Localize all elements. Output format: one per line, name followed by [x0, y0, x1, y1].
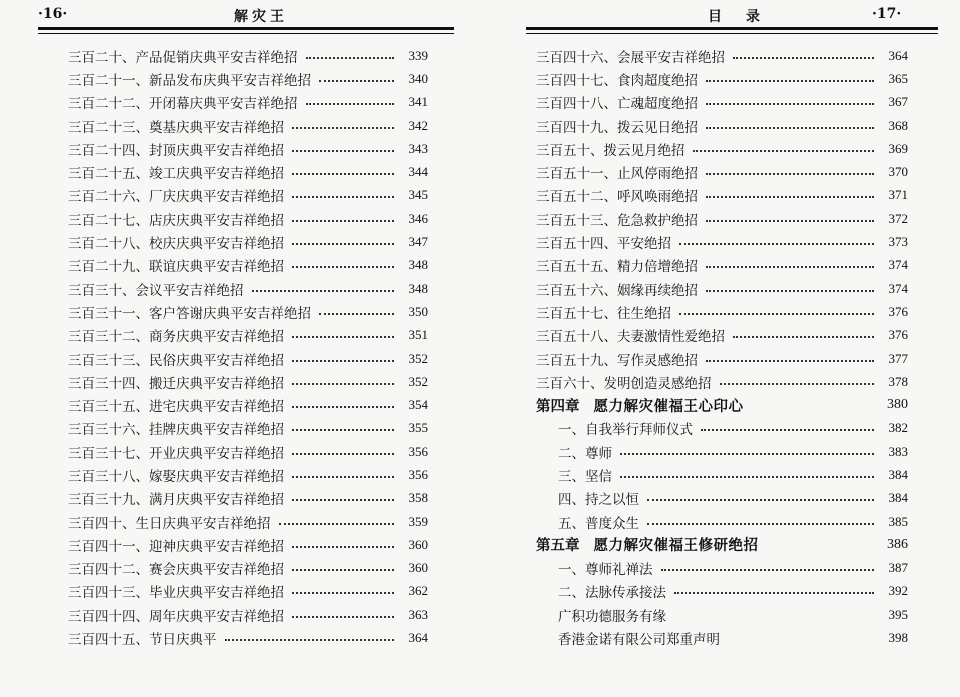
toc-entry	[536, 487, 908, 510]
entry-page-number: 346	[408, 210, 428, 226]
entry-title: 三百二十九、联谊庆典平安吉祥绝招	[68, 259, 284, 276]
entry-title: 二、尊师	[558, 445, 612, 462]
entry-title: 三、坚信	[558, 468, 612, 485]
chapter-number: 第四章	[536, 397, 580, 415]
dot-leader	[292, 453, 394, 455]
toc-entry	[68, 603, 428, 626]
entry-title: 三百五十九、写作灵感绝招	[536, 352, 698, 369]
entry-page-number: 351	[408, 327, 428, 343]
dot-leader	[292, 266, 394, 268]
running-title: 目录	[708, 9, 784, 25]
entry-title: 三百五十三、危急救护绝招	[536, 212, 698, 229]
entry-title: 三百五十五、精力倍增绝招	[536, 259, 698, 276]
dot-leader	[706, 360, 874, 362]
entry-title: 三百五十六、姻缘再续绝招	[536, 282, 698, 299]
dot-leader	[706, 80, 874, 82]
toc-entry	[68, 557, 428, 580]
toc-entry	[68, 393, 428, 416]
entry-page-number: 345	[408, 187, 428, 203]
entry-page-number: 369	[888, 140, 908, 156]
entry-page-number: 374	[888, 257, 908, 273]
entry-title: 五、普度众生	[558, 515, 639, 532]
entry-title: 三百五十四、平安绝招	[536, 236, 671, 253]
dot-leader	[706, 103, 874, 105]
header-rule-thin	[526, 33, 938, 34]
entry-title: 三百二十八、校庆庆典平安吉祥绝招	[68, 236, 284, 253]
entry-title: 三百五十二、呼风唤雨绝招	[536, 189, 698, 206]
dot-leader	[647, 523, 874, 525]
dot-leader	[706, 196, 874, 198]
entry-title: 三百五十八、夫妻激情性爱绝招	[536, 329, 725, 346]
toc-entry	[536, 44, 908, 67]
dot-leader	[292, 476, 394, 478]
dot-leader	[693, 150, 875, 152]
header-rule	[38, 27, 454, 30]
toc-entry	[68, 417, 428, 440]
dot-leader	[292, 173, 394, 175]
page-number: ·16·	[38, 6, 68, 22]
toc-entry	[68, 184, 428, 207]
dot-leader	[292, 406, 394, 408]
entry-page-number: 348	[408, 257, 428, 273]
dot-leader	[292, 383, 394, 385]
entry-title: 三百四十三、毕业庆典平安吉祥绝招	[68, 585, 284, 602]
toc-entry	[536, 626, 908, 649]
toc-chapter-entry	[536, 393, 908, 416]
entry-page-number: 356	[408, 466, 428, 482]
entry-title: 三百四十四、周年庆典平安吉祥绝招	[68, 608, 284, 625]
dot-leader	[306, 103, 395, 105]
right-page	[480, 0, 960, 697]
dot-leader	[674, 592, 874, 594]
dot-leader	[292, 150, 394, 152]
entry-title: 三百二十二、开闭幕庆典平安吉祥绝招	[68, 96, 298, 113]
entry-page-number: 371	[888, 187, 908, 203]
toc-entry	[68, 137, 428, 160]
entry-page-number: 347	[408, 234, 428, 250]
dot-leader	[292, 127, 394, 129]
toc-entry	[68, 44, 428, 67]
entry-title: 二、法脉传承接法	[558, 585, 666, 602]
entry-title: 三百二十七、店庆庆典平安吉祥绝招	[68, 212, 284, 229]
dot-leader	[292, 546, 394, 548]
entry-title: 三百四十七、食肉超度绝招	[536, 72, 698, 89]
dot-leader	[679, 313, 874, 315]
toc-entry	[536, 254, 908, 277]
entry-page-number: 384	[888, 466, 908, 482]
entry-title: 三百三十五、进宅庆典平安吉祥绝招	[68, 399, 284, 416]
entry-page-number: 364	[888, 47, 908, 63]
dot-leader	[292, 616, 394, 618]
entry-page-number: 372	[888, 210, 908, 226]
entry-page-number: 363	[408, 606, 428, 622]
entry-title: 一、自我举行拜师仪式	[558, 422, 693, 439]
entry-title: 三百二十四、封顶庆典平安吉祥绝招	[68, 142, 284, 159]
entry-title: 三百三十、会议平安吉祥绝招	[68, 282, 244, 299]
dot-leader	[733, 336, 874, 338]
entry-title: 三百三十六、挂牌庆典平安吉祥绝招	[68, 422, 284, 439]
entry-title: 三百二十六、厂庆庆典平安吉祥绝招	[68, 189, 284, 206]
entry-title: 广积功德服务有缘	[558, 608, 666, 625]
entry-title: 四、持之以恒	[558, 492, 639, 509]
toc-entry	[68, 324, 428, 347]
entry-page-number: 373	[888, 234, 908, 250]
entry-title: 三百二十一、新品发布庆典平安吉祥绝招	[68, 72, 311, 89]
entry-title: 三百三十四、搬迁庆典平安吉祥绝招	[68, 375, 284, 392]
dot-leader	[292, 499, 394, 501]
entry-title: 三百五十七、往生绝招	[536, 305, 671, 322]
toc-entry	[536, 557, 908, 580]
entry-page-number: 339	[408, 47, 428, 63]
entry-title: 愿力解灾催福王心印心	[593, 397, 744, 415]
toc-entry	[536, 417, 908, 440]
entry-title: 三百五十、拨云见月绝招	[536, 142, 685, 159]
entry-title: 香港金诺有限公司郑重声明	[558, 632, 720, 649]
toc-entry	[536, 463, 908, 486]
toc-entry	[536, 324, 908, 347]
entry-page-number: 360	[408, 536, 428, 552]
entry-title: 三百四十八、亡魂超度绝招	[536, 96, 698, 113]
entry-page-number: 383	[888, 443, 908, 459]
toc-entry	[536, 160, 908, 183]
dot-leader	[706, 127, 874, 129]
entry-page-number: 340	[408, 70, 428, 86]
entry-title: 三百四十一、迎神庆典平安吉祥绝招	[68, 538, 284, 555]
entry-title: 三百三十七、开业庆典平安吉祥绝招	[68, 445, 284, 462]
entry-page-number: 377	[888, 350, 908, 366]
entry-page-number: 356	[408, 443, 428, 459]
dot-leader	[706, 173, 874, 175]
entry-page-number: 376	[888, 303, 908, 319]
entry-title: 三百三十三、民俗庆典平安吉祥绝招	[68, 352, 284, 369]
entry-page-number: 343	[408, 140, 428, 156]
dot-leader	[292, 220, 394, 222]
entry-page-number: 376	[888, 327, 908, 343]
entry-page-number: 398	[888, 630, 908, 646]
dot-leader	[292, 569, 394, 571]
entry-page-number: 386	[887, 536, 908, 552]
entry-title: 三百四十九、拨云见日绝招	[536, 119, 698, 136]
dot-leader	[292, 360, 394, 362]
toc-entry	[536, 347, 908, 370]
toc-entry	[68, 254, 428, 277]
toc-entry	[68, 626, 428, 649]
header-rule-thin	[38, 33, 454, 34]
entry-page-number: 378	[888, 373, 908, 389]
toc-entry	[536, 300, 908, 323]
toc-entry	[68, 463, 428, 486]
toc-entry	[68, 67, 428, 90]
page-number: ·17·	[872, 6, 902, 22]
entry-page-number: 385	[888, 513, 908, 529]
entry-page-number: 362	[408, 583, 428, 599]
dot-leader	[292, 243, 394, 245]
toc-entry	[536, 67, 908, 90]
entry-page-number: 374	[888, 280, 908, 296]
toc-entry	[68, 440, 428, 463]
dot-leader	[720, 383, 875, 385]
toc-entry	[68, 347, 428, 370]
entry-title: 愿力解灾催福王修研绝招	[593, 537, 759, 555]
toc-entry	[536, 277, 908, 300]
entry-page-number: 358	[408, 490, 428, 506]
toc-entry	[68, 487, 428, 510]
dot-leader	[701, 429, 874, 431]
toc-entry	[68, 510, 428, 533]
entry-page-number: 348	[408, 280, 428, 296]
entry-page-number: 364	[408, 630, 428, 646]
entry-title: 三百三十二、商务庆典平安吉祥绝招	[68, 329, 284, 346]
dot-leader	[679, 243, 874, 245]
entry-title: 三百二十三、奠基庆典平安吉祥绝招	[68, 119, 284, 136]
dot-leader	[252, 290, 395, 292]
entry-page-number: 365	[888, 70, 908, 86]
entry-page-number: 395	[888, 606, 908, 622]
entry-title: 三百四十六、会展平安吉祥绝招	[536, 49, 725, 66]
dot-leader	[306, 57, 395, 59]
entry-page-number: 360	[408, 560, 428, 576]
entry-page-number: 344	[408, 164, 428, 180]
entry-title: 三百五十一、止风停雨绝招	[536, 166, 698, 183]
entry-page-number: 370	[888, 164, 908, 180]
toc-entry	[536, 207, 908, 230]
header-rule	[526, 27, 938, 30]
running-title: 解灾王	[234, 9, 288, 25]
entry-page-number: 382	[888, 420, 908, 436]
entry-page-number: 359	[408, 513, 428, 529]
entry-page-number: 350	[408, 303, 428, 319]
toc-entry	[536, 184, 908, 207]
entry-title: 三百三十九、满月庆典平安吉祥绝招	[68, 492, 284, 509]
entry-title: 三百二十、产品促销庆典平安吉祥绝招	[68, 49, 298, 66]
dot-leader	[706, 266, 874, 268]
toc-chapter-entry	[536, 533, 908, 556]
dot-leader	[706, 220, 874, 222]
toc-entry	[536, 91, 908, 114]
entry-title: 三百二十五、竣工庆典平安吉祥绝招	[68, 166, 284, 183]
toc-entry	[68, 230, 428, 253]
toc-entry	[536, 510, 908, 533]
entry-page-number: 341	[408, 94, 428, 110]
entry-title: 三百三十一、客户答谢庆典平安吉祥绝招	[68, 305, 311, 322]
toc-entry	[536, 114, 908, 137]
dot-leader	[706, 290, 874, 292]
entry-title: 三百四十、生日庆典平安吉祥绝招	[68, 515, 271, 532]
toc-entry	[68, 300, 428, 323]
entry-page-number: 352	[408, 373, 428, 389]
dot-leader	[292, 592, 394, 594]
dot-leader	[279, 523, 395, 525]
entry-page-number: 392	[888, 583, 908, 599]
entry-page-number: 384	[888, 490, 908, 506]
entry-title: 三百六十、发明创造灵感绝招	[536, 375, 712, 392]
dot-leader	[661, 569, 875, 571]
entry-page-number: 355	[408, 420, 428, 436]
dot-leader	[733, 57, 874, 59]
entry-page-number: 380	[887, 397, 908, 413]
toc-entry	[68, 370, 428, 393]
toc-entry	[68, 580, 428, 603]
toc-entry	[68, 207, 428, 230]
toc-entry	[68, 533, 428, 556]
dot-leader	[647, 499, 874, 501]
chapter-number: 第五章	[536, 537, 580, 555]
entry-page-number: 352	[408, 350, 428, 366]
entry-page-number: 367	[888, 94, 908, 110]
entry-title: 一、尊师礼禅法	[558, 562, 653, 579]
toc-entry	[536, 603, 908, 626]
toc-entry	[68, 277, 428, 300]
dot-leader	[319, 313, 394, 315]
dot-leader	[292, 336, 394, 338]
dot-leader	[225, 639, 395, 641]
dot-leader	[292, 429, 394, 431]
entry-page-number: 368	[888, 117, 908, 133]
toc-entry	[536, 137, 908, 160]
entry-title: 三百三十八、嫁娶庆典平安吉祥绝招	[68, 468, 284, 485]
entry-page-number: 387	[888, 560, 908, 576]
toc-entry	[536, 230, 908, 253]
entry-page-number: 342	[408, 117, 428, 133]
dot-leader	[620, 476, 874, 478]
dot-leader	[292, 196, 394, 198]
toc-entry	[536, 370, 908, 393]
dot-leader	[620, 453, 874, 455]
toc-list	[536, 44, 908, 650]
entry-title: 三百四十二、赛会庆典平安吉祥绝招	[68, 562, 284, 579]
toc-list	[68, 44, 428, 650]
toc-entry	[68, 160, 428, 183]
toc-entry	[536, 580, 908, 603]
toc-entry	[536, 440, 908, 463]
entry-page-number: 354	[408, 397, 428, 413]
entry-title: 三百四十五、节日庆典平	[68, 632, 217, 649]
dot-leader	[319, 80, 394, 82]
toc-entry	[68, 91, 428, 114]
toc-entry	[68, 114, 428, 137]
